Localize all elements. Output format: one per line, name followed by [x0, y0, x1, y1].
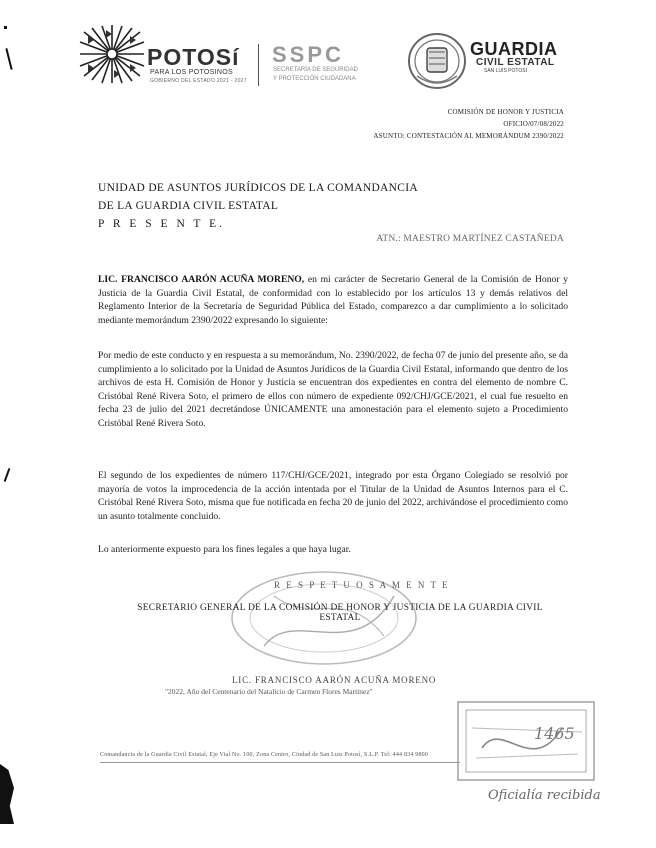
- reference-line-2: OFICIO/07/08/2022: [503, 120, 564, 128]
- guardia-logo-small: SAN LUIS POTOSÍ: [484, 68, 527, 74]
- scan-artifact: [0, 764, 14, 824]
- logo-divider: [258, 44, 259, 86]
- addressee-present: P R E S E N T E.: [98, 218, 226, 230]
- sspc-logo-line2: Y PROTECCIÓN CIUDADANA: [273, 76, 356, 82]
- body-paragraph-4: Lo anteriormente expuesto para los fines legales a que haya lugar.: [98, 544, 351, 555]
- sspc-logo-title: SSPC: [272, 42, 344, 67]
- body-paragraph-3: El segundo de los expedientes de número 117/CHJ/GCE/2021, integrado por esta Órgano Colegiado se resolvió por mayoría de votos la improcedencia de la acción intentada por el Titular de la Unidad de Asuntos Internos para el C. Cristóbal René Rivera Soto, misma que fue notificada en fecha 20 de junio del 2022, archivándose el procedimiento como un asunto totalmente concluido.: [98, 470, 568, 522]
- footer-address: Comandancia de la Guardia Civil Estatal, Eje Vial No. 100, Zona Centro, Ciudad de San Luis Potosí, S.L.P. Tel: 444 834 9800: [100, 752, 429, 758]
- footer-divider: [100, 762, 460, 763]
- closing-respectfully: R E S P E T U O S A M E N T E: [274, 580, 450, 590]
- signer-title: SECRETARIO GENERAL DE LA COMISIÓN DE HONOR Y JUSTICIA DE LA GUARDIA CIVIL ESTATAL: [137, 603, 543, 623]
- scan-artifact: [4, 468, 11, 482]
- handwritten-note: Oficialía recibida: [488, 788, 601, 803]
- potosi-emblem-icon: [78, 24, 146, 84]
- reference-line-1: COMISIÓN DE HONOR Y JUSTICIA: [447, 108, 564, 116]
- received-number: 1465: [534, 724, 575, 743]
- signature-motto: "2022, Año del Centenario del Natalicio de Carmen Flores Martínez": [165, 687, 373, 696]
- guardia-logo-subtitle: CIVIL ESTATAL: [476, 57, 555, 68]
- sspc-logo-line1: SECRETARÍA DE SEGURIDAD: [273, 67, 358, 73]
- scan-artifact: [4, 26, 7, 29]
- sender-name: LIC. FRANCISCO AARÓN ACUÑA MORENO,: [98, 274, 305, 285]
- potosi-logo-small: GOBIERNO DEL ESTADO 2021 - 2027: [150, 78, 247, 84]
- guardia-logo-title: GUARDIA: [470, 39, 558, 59]
- scan-artifact: [5, 48, 12, 70]
- attention-line: ATN.: MAESTRO MARTÍNEZ CASTAÑEDA: [376, 234, 564, 244]
- addressee-line-1: UNIDAD DE ASUNTOS JURÍDICOS DE LA COMANDANCIA: [98, 182, 418, 194]
- body-paragraph-2: Por medio de este conducto y en respuesta a su memorándum, No. 2390/2022, de fecha 07 de junio del presente año, se da cumplimiento a lo solicitado por la Unidad de Asuntos Jurídicos de la Guardia Civil Estatal, informando que dentro de los archivos de esta H. Comisión de Honor y Justicia se encuentran dos expedientes en contra del elemento de nombre C. Cristóbal René Rivera Soto, el primero de ellos con número de expediente 092/CHJ/GCE/2021, el cual fue resuelto en fecha 23 de julio del 2021 decretándose ÚNICAMENTE una amonestación para el elemento sujeto a Procedimiento Cristóbal René Rivera Soto.: [98, 350, 568, 429]
- potosi-logo-title: POTOSí: [147, 44, 240, 70]
- reference-line-3: ASUNTO: CONTESTACIÓN AL MEMORÁNDUM 2390/2022: [373, 132, 564, 140]
- body-paragraph-1: [98, 273, 568, 327]
- addressee-line-2: DE LA GUARDIA CIVIL ESTATAL: [98, 200, 279, 212]
- signer-name: LIC. FRANCISCO AARÓN ACUÑA MORENO: [232, 675, 437, 685]
- paragraph-1-text: en mi carácter de Secretario General de la Comisión de Honor y Justicia de la Guardia Civil Estatal, de conformidad con lo establecido por los artículos 13 y demás relativos del Reglamento Interior de la Secretaría de Seguridad Pública del Estado, comparezco a dar cumplimiento a lo solicitado mediante memorándum 2390/2022 expresando lo siguiente:: [98, 274, 568, 326]
- potosi-logo-subtitle: PARA LOS POTOSINOS: [150, 69, 233, 76]
- guardia-civil-shield-icon: [407, 32, 467, 90]
